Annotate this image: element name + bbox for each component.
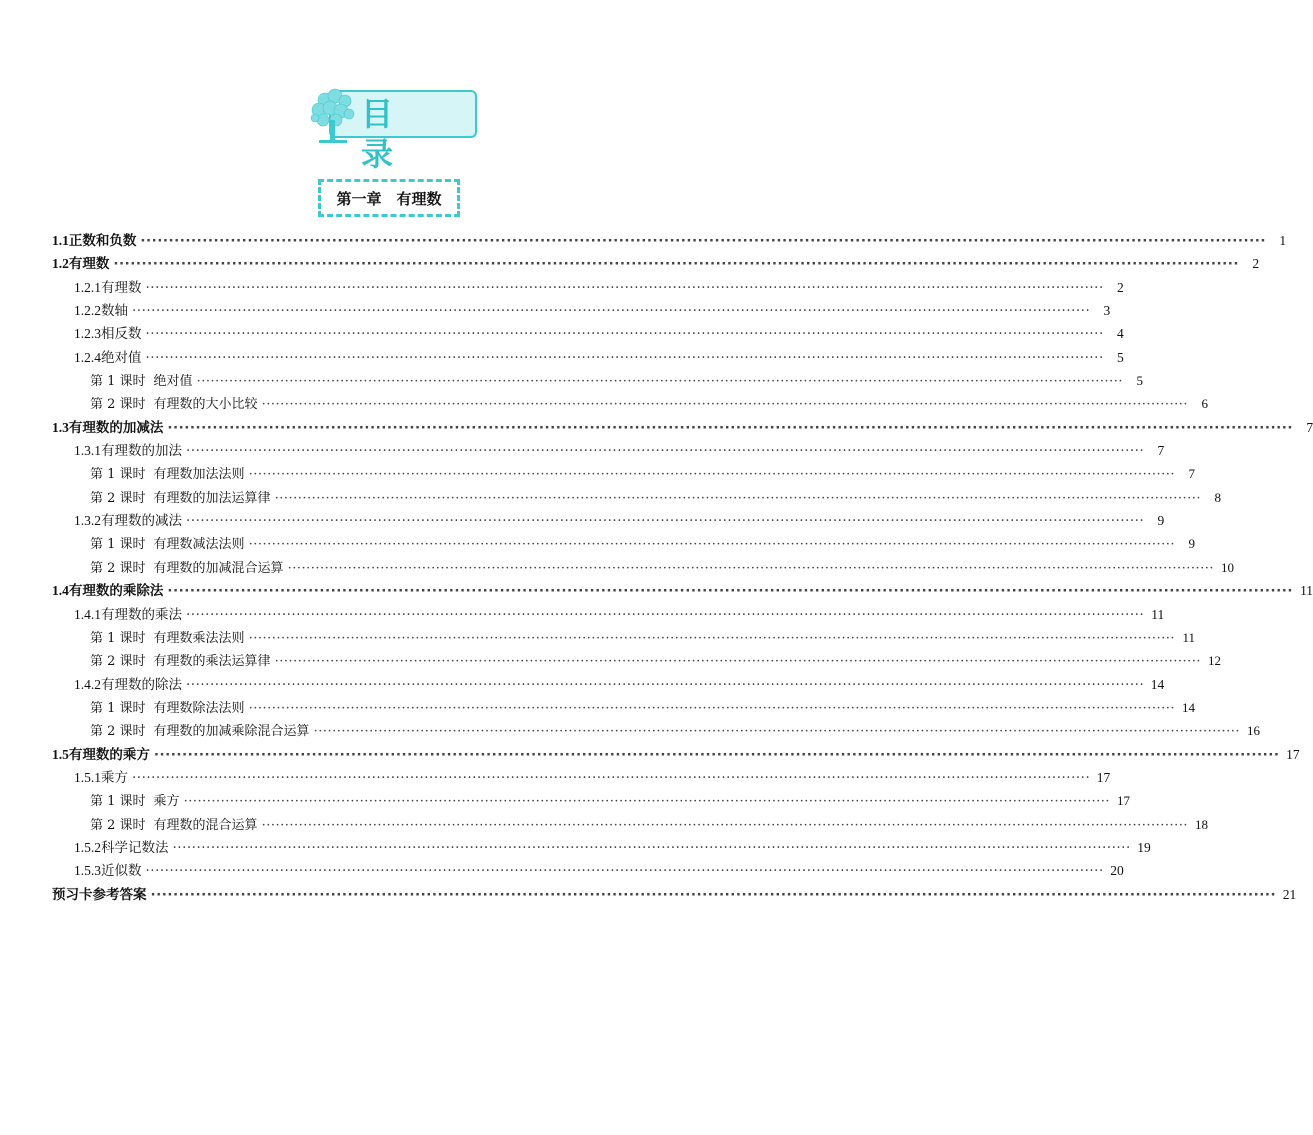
toc-entry-page: 12 xyxy=(1208,653,1222,669)
toc-entry[interactable] xyxy=(52,859,1124,882)
toc-entry[interactable] xyxy=(52,346,1124,369)
toc-entry-page: 7 xyxy=(1306,419,1313,435)
toc-entry[interactable] xyxy=(52,719,1261,742)
toc-entry-title: 有理数的混合运算 xyxy=(153,817,258,833)
toc-entry-number: 第 1 课时 xyxy=(90,794,146,810)
toc-entry-title: 绝对值 xyxy=(153,374,193,390)
toc-entry-number: 1.5.1 xyxy=(74,769,101,785)
chapter-heading xyxy=(318,179,460,217)
toc-entry-number: 1.2.1 xyxy=(74,279,101,295)
table-of-contents xyxy=(52,229,1313,906)
toc-entry[interactable] xyxy=(52,392,1209,415)
toc-entry[interactable] xyxy=(52,369,1144,392)
toc-entry-title: 预习卡参考答案 xyxy=(52,886,147,903)
toc-entry-page: 17 xyxy=(1096,769,1111,785)
toc-entry[interactable] xyxy=(52,229,1287,252)
toc-entry-number: 1.3.1 xyxy=(74,443,101,459)
toc-entry-page: 11 xyxy=(1300,583,1313,599)
toc-entry-title: 有理数的加减混合运算 xyxy=(153,560,284,576)
toc-entry-number: 第 1 课时 xyxy=(90,630,146,646)
dot-leader: ········································································································································································································ xyxy=(261,397,1189,413)
toc-entry-title: 有理数的加法运算律 xyxy=(153,490,271,506)
toc-entry-number: 1.5.3 xyxy=(74,863,101,879)
toc-entry-title: 数轴 xyxy=(101,303,128,320)
toc-entry-page: 7 xyxy=(1157,443,1165,459)
toc-entry-page: 17 xyxy=(1117,793,1131,809)
toc-entry[interactable] xyxy=(52,579,1313,602)
toc-entry-title: 有理数乘法法则 xyxy=(153,630,245,646)
toc-entry-number: 1.2.2 xyxy=(74,303,101,319)
dot-leader: ········································································································································································································ xyxy=(274,654,1202,670)
toc-entry[interactable] xyxy=(52,813,1209,836)
dot-leader: ········································································································································································································ xyxy=(153,746,1280,763)
toc-entry[interactable] xyxy=(52,486,1222,509)
toc-entry-title: 绝对值 xyxy=(101,349,142,366)
dot-leader: ········································································································································································································ xyxy=(167,583,1294,600)
toc-entry-number: 1.2.3 xyxy=(74,326,101,342)
toc-entry-page: 8 xyxy=(1214,489,1222,505)
toc-entry-page: 19 xyxy=(1137,839,1151,855)
toc-entry-page: 20 xyxy=(1110,863,1124,879)
toc-banner xyxy=(303,84,479,173)
toc-entry-number: 第 2 课时 xyxy=(90,397,146,413)
toc-entry-page: 18 xyxy=(1195,816,1209,832)
dot-leader: ········································································································································································································ xyxy=(248,467,1176,483)
dot-leader: ········································································································································································································ xyxy=(145,279,1104,296)
toc-entry-number: 1.1 xyxy=(52,233,69,248)
dot-leader: ········································································································································································································ xyxy=(132,303,1091,320)
toc-entry-number: 1.4 xyxy=(52,583,69,599)
dot-leader: ········································································································································································································ xyxy=(150,886,1277,903)
toc-entry-number: 1.5 xyxy=(52,746,69,762)
dot-leader: ········································································································································································································ xyxy=(113,256,1240,273)
toc-entry[interactable] xyxy=(52,649,1222,672)
toc-entry[interactable] xyxy=(52,416,1313,439)
toc-entry-page: 7 xyxy=(1188,466,1196,482)
dot-leader: ········································································································································································································ xyxy=(167,419,1294,436)
dot-leader: ········································································································································································································ xyxy=(248,700,1176,716)
toc-entry[interactable] xyxy=(52,766,1111,789)
toc-entry-page: 11 xyxy=(1182,629,1196,645)
toc-entry[interactable] xyxy=(52,673,1165,696)
toc-entry-title: 正数和负数 xyxy=(68,233,137,249)
toc-entry-title: 有理数减法法则 xyxy=(153,537,245,553)
toc-entry[interactable] xyxy=(52,789,1131,812)
dot-leader: ········································································································································································································ xyxy=(172,839,1131,856)
toc-entry-page: 3 xyxy=(1103,303,1111,319)
toc-entry-number: 1.3 xyxy=(52,419,69,435)
toc-entry-title: 有理数的乘法 xyxy=(101,606,182,623)
toc-entry-title: 相反数 xyxy=(101,326,142,343)
toc-entry-number: 第 1 课时 xyxy=(90,700,146,716)
toc-entry-title: 有理数 xyxy=(68,256,110,273)
toc-entry-page: 14 xyxy=(1182,699,1196,715)
dot-leader: ········································································································································································································ xyxy=(261,817,1189,833)
toc-entry[interactable] xyxy=(52,743,1300,766)
toc-entry-title: 近似数 xyxy=(101,863,142,880)
toc-entry[interactable] xyxy=(52,532,1196,555)
toc-entry-page: 10 xyxy=(1221,559,1235,575)
toc-entry[interactable] xyxy=(52,462,1196,485)
toc-entry-title: 有理数的乘方 xyxy=(68,746,150,763)
toc-entry-title: 有理数除法法则 xyxy=(153,700,245,716)
toc-entry-title: 有理数的除法 xyxy=(101,676,182,693)
toc-entry-title: 有理数加法法则 xyxy=(153,467,245,483)
dot-leader: ········································································································································································································ xyxy=(248,630,1176,646)
toc-entry[interactable] xyxy=(52,299,1111,322)
toc-entry-page: 1 xyxy=(1279,233,1287,248)
chapter-title: 第一章 有理数 xyxy=(336,189,442,208)
toc-entry-number: 第 1 课时 xyxy=(90,467,146,483)
toc-entry-title: 有理数的加减法 xyxy=(68,419,164,436)
toc-entry-number: 第 2 课时 xyxy=(90,724,146,740)
toc-entry-title: 有理数 xyxy=(101,279,142,296)
dot-leader: ········································································································································································································ xyxy=(248,537,1176,553)
dot-leader: ········································································································································································································ xyxy=(132,769,1091,786)
toc-entry-number: 1.4.2 xyxy=(74,676,101,692)
toc-entry-page: 21 xyxy=(1282,886,1297,902)
toc-entry-page: 5 xyxy=(1117,349,1124,365)
dot-leader: ········································································································································································································ xyxy=(145,863,1104,880)
toc-entry-number: 第 2 课时 xyxy=(90,560,146,576)
dot-leader: ········································································································································································································ xyxy=(186,676,1145,693)
dot-leader: ········································································································································································································ xyxy=(186,443,1145,460)
toc-entry-number: 第 1 课时 xyxy=(90,374,146,390)
toc-entry[interactable] xyxy=(52,322,1124,345)
dot-leader: ········································································································································································································ xyxy=(140,233,1267,249)
toc-entry-title: 有理数的乘法运算律 xyxy=(153,654,271,670)
toc-entry[interactable] xyxy=(52,439,1165,462)
dot-leader: ········································································································································································································ xyxy=(145,326,1104,343)
toc-entry-title: 有理数的乘除法 xyxy=(68,583,164,600)
toc-entry-number: 1.4.1 xyxy=(74,606,101,622)
toc-entry[interactable] xyxy=(52,556,1235,579)
toc-entry-title: 乘方 xyxy=(153,794,180,810)
toc-entry-page: 9 xyxy=(1188,536,1196,552)
dot-leader: ········································································································································································································ xyxy=(145,349,1104,366)
toc-entry[interactable] xyxy=(52,509,1165,532)
toc-entry-number: 第 2 课时 xyxy=(90,817,146,833)
toc-entry-page: 2 xyxy=(1252,256,1260,272)
dot-leader: ········································································································································································································ xyxy=(186,513,1145,530)
toc-entry-page: 6 xyxy=(1201,396,1209,412)
toc-entry-page: 2 xyxy=(1117,279,1124,295)
toc-entry[interactable] xyxy=(52,836,1151,859)
toc-entry-page: 16 xyxy=(1247,723,1261,739)
page-title: 目录 xyxy=(361,95,422,173)
toc-entry-title: 有理数的大小比较 xyxy=(153,397,258,413)
toc-entry[interactable] xyxy=(52,626,1196,649)
toc-entry-page: 5 xyxy=(1136,373,1144,389)
toc-entry[interactable] xyxy=(52,276,1124,299)
toc-entry-number: 1.2.4 xyxy=(74,349,101,365)
dot-leader: ········································································································································································································ xyxy=(313,724,1241,740)
toc-entry-title: 有理数的减法 xyxy=(101,513,182,530)
dot-leader: ········································································································································································································ xyxy=(287,560,1215,576)
dot-leader: ········································································································································································································ xyxy=(196,374,1124,390)
toc-entry-title: 乘方 xyxy=(101,769,128,786)
toc-entry-title: 有理数的加减乘除混合运算 xyxy=(153,724,310,740)
toc-entry-page: 11 xyxy=(1151,606,1165,622)
toc-entry-number: 第 1 课时 xyxy=(90,537,146,553)
toc-entry-page: 14 xyxy=(1150,676,1165,692)
toc-entry-page: 9 xyxy=(1157,513,1165,529)
toc-entry-number: 第 2 课时 xyxy=(90,654,146,670)
toc-entry-page: 4 xyxy=(1117,326,1124,342)
toc-entry-number: 1.3.2 xyxy=(74,513,101,529)
toc-entry-number: 1.2 xyxy=(52,256,69,272)
toc-entry-title: 科学记数法 xyxy=(101,839,169,856)
dot-leader: ········································································································································································································ xyxy=(186,606,1145,623)
toc-entry[interactable] xyxy=(52,883,1297,906)
dot-leader: ········································································································································································································ xyxy=(274,490,1202,506)
toc-entry[interactable] xyxy=(52,696,1196,719)
toc-entry-number: 1.5.2 xyxy=(74,839,101,855)
toc-entry-title: 有理数的加法 xyxy=(101,443,182,460)
dot-leader: ········································································································································································································ xyxy=(183,794,1111,810)
toc-entry-page: 17 xyxy=(1286,746,1300,762)
toc-entry[interactable] xyxy=(52,252,1260,275)
toc-entry-number: 第 2 课时 xyxy=(90,490,146,506)
toc-entry[interactable] xyxy=(52,603,1165,626)
